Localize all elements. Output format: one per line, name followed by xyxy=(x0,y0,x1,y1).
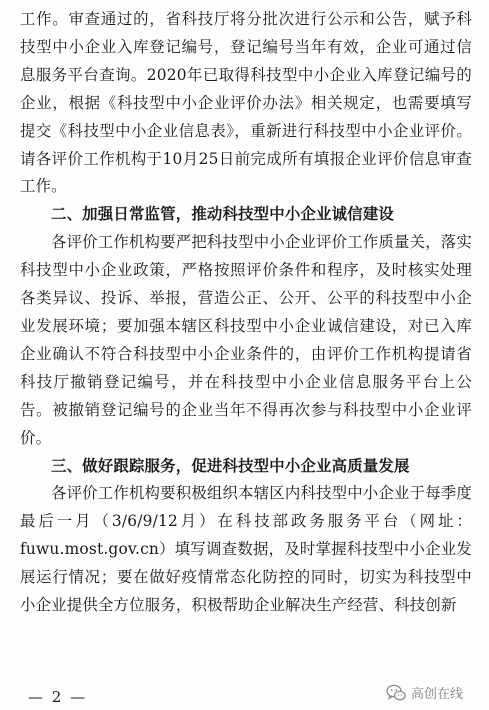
paragraph: 各评价工作机构要积极组织本辖区内科技型中小企业于每季度最后一月（3/6/9/12月）在科技部政务服务平台（网址：fuwu.most.gov.cn）填写调查数据，及时掌握科技型中小企业发展运行情况；要在做好疫情常态化防控的同时，切实为科技型中小企业提供全方位服务，积极帮助企业解决生产经营、科技创新 xyxy=(20,484,472,615)
section-heading: 二、加强日常监管，推动科技型中小企业诚信建设 xyxy=(51,205,394,224)
watermark-text: 高创在线 xyxy=(410,687,463,702)
wechat-icon xyxy=(386,684,406,702)
section-heading: 三、做好跟踪服务，促进科技型中小企业高质量发展 xyxy=(51,456,410,475)
paragraph: 各评价工作机构要严把科技型中小企业评价工作质量关，落实科技型中小企业政策，严格按照评价条件和程序，及时核实处理各类异议、投诉、举报，营造公正、公开、公平的科技型中小企业发展环境；要加强本辖区科技型中小企业诚信建设，对已入库企业确认不符合科技型中小企业条件的，由评价工作机构提请省科技厅撤销登记编号，并在科技型中小企业信息服务平台上公告。被撤销登记编号的企业当年不得再次参与科技型中小企业评价。 xyxy=(20,233,472,447)
page-number: — 2 — xyxy=(28,688,88,706)
source-watermark xyxy=(386,683,463,702)
paragraph: 工作。审查通过的，省科技厅将分批次进行公示和公告，赋予科技型中小企业入库登记编号，登记编号当年有效，企业可通过信息服务平台查询。2020年已取得科技型中小企业入库登记编号的企业，根据《科技型中小企业评价办法》相关规定，也需要填写提交《科技型中小企业信息表》，重新进行科技型中小企业评价。请各评价工作机构于10月25日前完成所有填报企业评价信息审查工作。 xyxy=(20,10,472,196)
document-body xyxy=(20,6,472,620)
